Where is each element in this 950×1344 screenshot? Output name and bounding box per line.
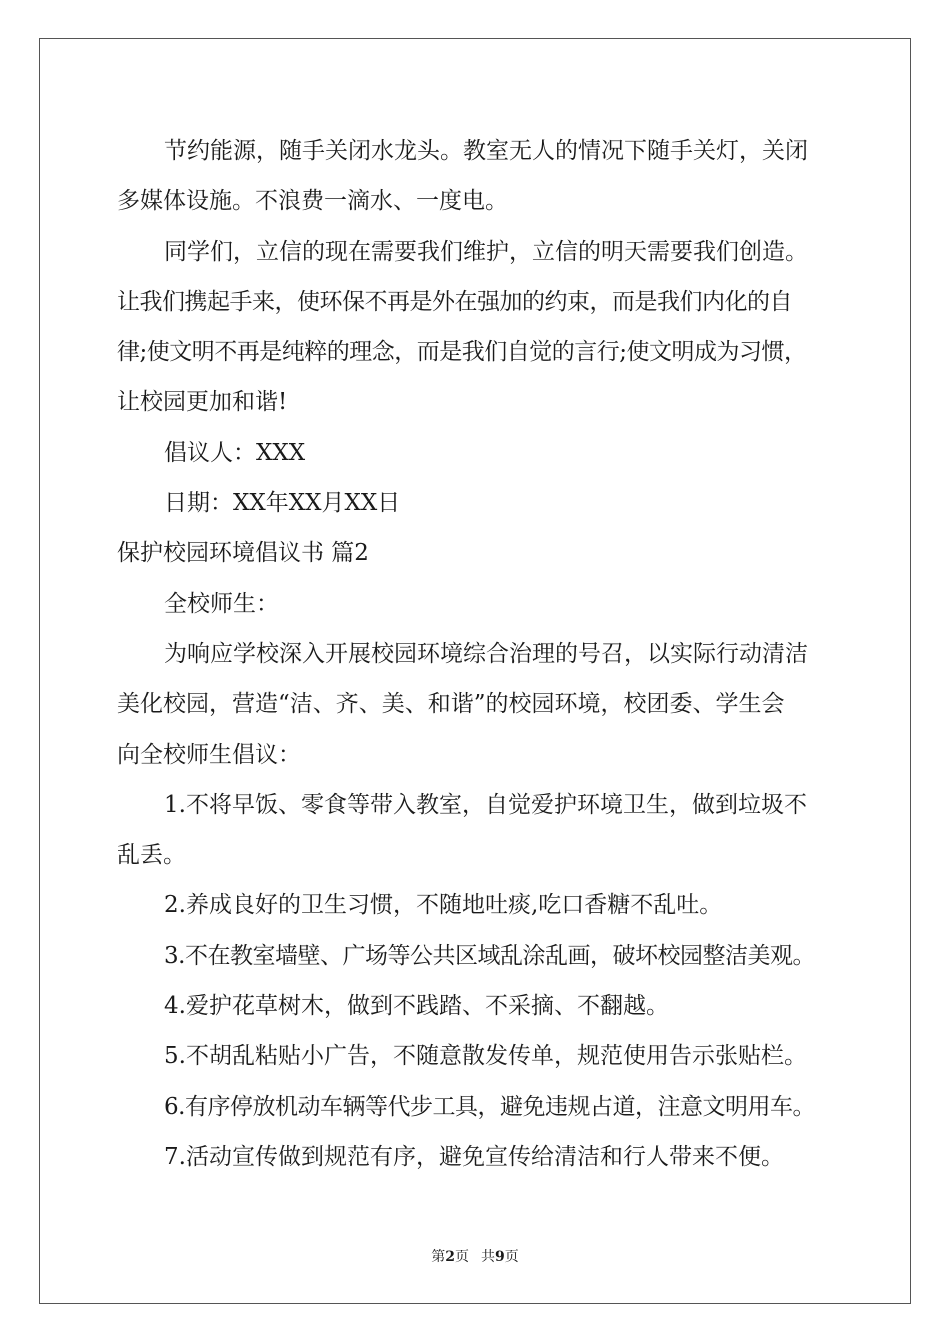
paragraph-line: 律;使文明不再是纯粹的理念，而是我们自觉的言行;使文明成为习惯， xyxy=(117,339,807,366)
list-item: 2.养成良好的卫生习惯，不随地吐痰,吃口香糖不乱吐。 xyxy=(164,892,723,919)
total-suffix: 页 xyxy=(504,1249,519,1265)
current-page-number: 2 xyxy=(445,1249,455,1265)
date-line: 日期：XX年XX月XX日 xyxy=(164,490,401,517)
document-body xyxy=(117,126,837,1182)
paragraph-line: 节约能源，随手关闭水龙头。教室无人的情况下随手关灯，关闭 xyxy=(164,138,808,164)
paragraph-line: 同学们，立信的现在需要我们维护，立信的明天需要我们创造。 xyxy=(164,238,808,265)
list-item: 5.不胡乱粘贴小广告，不随意散发传单，规范使用告示张贴栏。 xyxy=(164,1043,807,1070)
section-heading: 保护校园环境倡议书 篇2 xyxy=(117,540,369,567)
page-prefix: 第 xyxy=(431,1249,446,1265)
paragraph-line: 美化校园，营造“洁、齐、美、和谐”的校园环境，校团委、学生会 xyxy=(117,691,785,718)
page-suffix: 页 xyxy=(455,1249,469,1265)
list-item: 1.不将早饭、零食等带入教室，自觉爱护环境卫生，做到垃圾不 xyxy=(164,791,807,818)
signer-line: 倡议人：XXX xyxy=(164,439,306,466)
paragraph-line: 多媒体设施。不浪费一滴水、一度电。 xyxy=(117,188,508,215)
paragraph-line: 向全校师生倡议： xyxy=(117,741,301,768)
salutation-line: 全校师生： xyxy=(164,590,279,617)
paragraph-line: 让校园更加和谐! xyxy=(117,389,288,416)
total-prefix: 共 xyxy=(481,1249,495,1265)
list-item: 6.有序停放机动车辆等代步工具，避免违规占道，注意文明用车。 xyxy=(164,1093,815,1120)
list-item: 3.不在教室墙壁、广场等公共区域乱涂乱画，破坏校园整洁美观。 xyxy=(164,942,815,969)
page-number-footer xyxy=(0,1247,950,1267)
list-item: 7.活动宣传做到规范有序，避免宣传给清洁和行人带来不便。 xyxy=(164,1143,784,1170)
paragraph-line: 让我们携起手来，使环保不再是外在强加的约束，而是我们内化的自 xyxy=(117,288,792,315)
total-page-count: 9 xyxy=(495,1249,505,1265)
paragraph-line: 为响应学校深入开展校园环境综合治理的号召，以实际行动清洁 xyxy=(164,640,808,667)
list-item-continuation: 乱丢。 xyxy=(117,842,186,869)
list-item: 4.爱护花草树木，做到不践踏、不采摘、不翻越。 xyxy=(164,993,669,1020)
